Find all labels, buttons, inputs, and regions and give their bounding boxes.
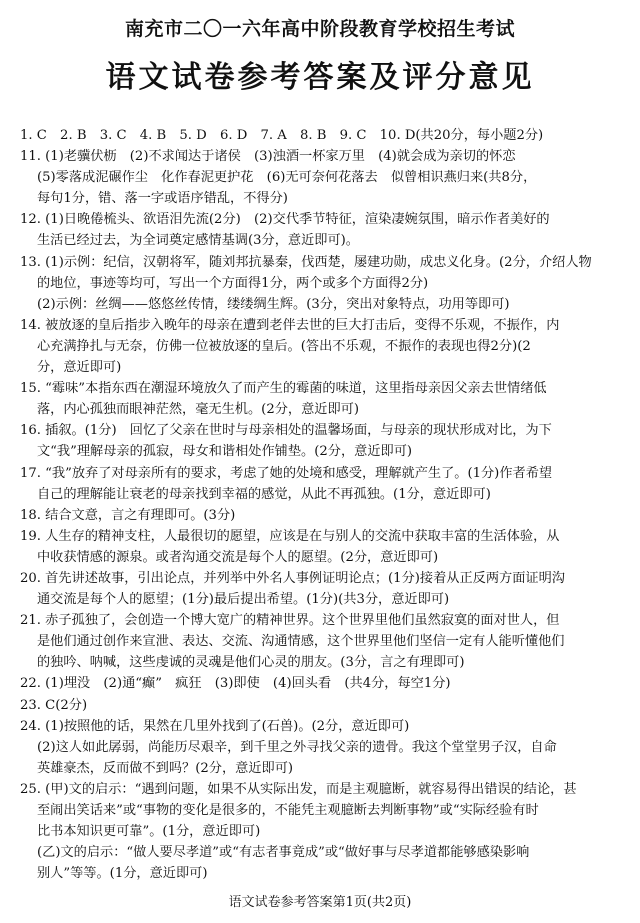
answer-line: 19. 人生存的精神支柱，人最很切的愿望，应该是在与别人的交流中获取丰富的生活体验，从 (20, 528, 560, 544)
answer-line: 是他们通过创作来宣泄、表达、交流、沟通情感，这个世界里他们坚信一定有人能听懂他们 (37, 634, 565, 650)
answer-line: 21. 赤子孤独了，会创造一个博大宽广的精神世界。这个世界里他们虽然寂寞的面对世人，但 (20, 613, 560, 629)
answer-line: 中收获情感的源泉。或者沟通交流是每个人的愿望。(2分，意近即可) (37, 549, 439, 565)
answer-content (20, 125, 626, 884)
answer-line: (2)这人如此孱弱，尚能历尽艰辛，到千里之外寻找父亲的遗骨。我这个堂堂男子汉，自命 (37, 739, 557, 755)
answer-line: 23. C(2分) (20, 697, 88, 713)
answer-line: 16. 插叙。(1分) 回忆了父亲在世时与母亲相处的温馨场面，与母亲的现状形成对比，为下 (20, 423, 552, 439)
answer-line: 1. C 2. B 3. C 4. B 5. D 6. D 7. A 8. B 9. C 10. D(共20分，每小题2分) (20, 128, 544, 143)
answer-line: 14. 被放逐的皇后指步入晚年的母亲在遭到老伴去世的巨大打击后，变得不乐观，不振作，内 (20, 317, 560, 333)
exam-title: 南充市二〇一六年高中阶段教育学校招生考试 (124, 18, 515, 40)
answer-line: 17. “我”放弃了对母亲所有的要求，考虑了她的处境和感受，理解就产生了。(1分)作者希望 (20, 465, 553, 481)
document-title: 语文试卷参考答案及评分意见 (105, 60, 535, 95)
answer-line: 分，意近即可) (37, 360, 122, 376)
answer-line: 25. (甲)文的启示：“遇到问题，如果不从实际出发，而是主观臆断，就容易得出错误的结论，甚 (20, 781, 577, 797)
page-footer: 语文试卷参考答案第1页(共2页) (228, 895, 412, 910)
answer-line: (2)示例：丝绸——悠悠丝传情，缕缕绸生辉。(3分，突出对象特点，功用等即可) (37, 296, 510, 312)
answer-line: 13. (1)示例：纪信，汉朝将军，随刘邦抗暴秦，伐西楚，屡建功勋，成忠义化身。(2分，介绍人物 (20, 254, 592, 270)
answer-line: 18. 结合文意，言之有理即可。(3分) (20, 507, 236, 523)
answer-line: 文“我”理解母亲的孤寂，母女和谐相处作铺垫。(2分，意近即可) (37, 444, 413, 460)
answer-line: 12. (1)日晚倦梳头、欲语泪先流(2分) (2)交代季节特征，渲染凄婉氛围，暗示作者美好的 (20, 212, 550, 228)
answer-line: 的地位，事迹等均可，写出一个方面得1分，两个或多个方面得2分) (37, 275, 429, 291)
answer-line: 落，内心孤独而眼神茫然，毫无生机。(2分，意近即可) (37, 402, 359, 418)
answer-line: 生活已经过去，为全词奠定感情基调(3分，意近即可)。 (37, 233, 359, 249)
answer-line: 自己的理解能让衰老的母亲找到幸福的感觉，从此不再孤独。(1分，意近即可) (37, 486, 491, 502)
answer-line: 别人”等等。(1分，意近即可) (37, 866, 208, 882)
answer-line: 每句1分，错、落一字或语序错乱，不得分) (37, 191, 288, 207)
answer-line: 24. (1)按照他的话，果然在几里外找到了(石兽)。(2分，意近即可) (20, 718, 410, 734)
answer-line: 的独吟、呐喊，这些虔诚的灵魂是他们心灵的朋友。(3分，言之有理即可) (37, 655, 465, 671)
answer-line: 比书本知识更可靠”。(1分，意近即可) (37, 824, 261, 840)
answer-line: (5)零落成泥碾作尘 化作春泥更护花 (6)无可奈何花落去 似曾相识燕归来(共8分， (37, 170, 537, 186)
answer-line: 英雄豪杰，反而做不到吗？(2分，意近即可) (37, 760, 294, 776)
answer-line: 15. “霉味”本指东西在潮湿环境放久了而产生的霉菌的味道，这里指母亲因父亲去世情绪低 (20, 381, 547, 397)
answer-line: 22. (1)埋没 (2)通“癫” 疯狂 (3)即使 (4)回头看 (共4分，每空1分) (20, 676, 451, 692)
answer-line: 至闹出笑话来”或“事物的变化是很多的，不能凭主观臆断去判断事物”或“实际经验有时 (37, 803, 539, 818)
answer-line: 20. 首先讲述故事，引出论点，并列举中外名人事例证明论点；(1分)接着从正反两方面证明沟 (20, 570, 565, 586)
answer-line: 通交流是每个人的愿望；(1分)最后提出希望。(1分)(共3分，意近即可) (37, 592, 450, 608)
answer-line: (乙)文的启示：“做人要尽孝道”或“有志者事竟成”或“做好事与尽孝道都能够感染影响 (37, 845, 530, 861)
answer-line: 11. (1)老骥伏枥 (2)不求闻达于诸侯 (3)浊酒一杯家万里 (4)就会成为亲切的怀恋 (20, 149, 516, 165)
answer-line: 心充满挣扎与无奈，仿佛一位被放逐的皇后。(答出不乐观，不振作的表现也得2分)(2 (37, 338, 531, 354)
